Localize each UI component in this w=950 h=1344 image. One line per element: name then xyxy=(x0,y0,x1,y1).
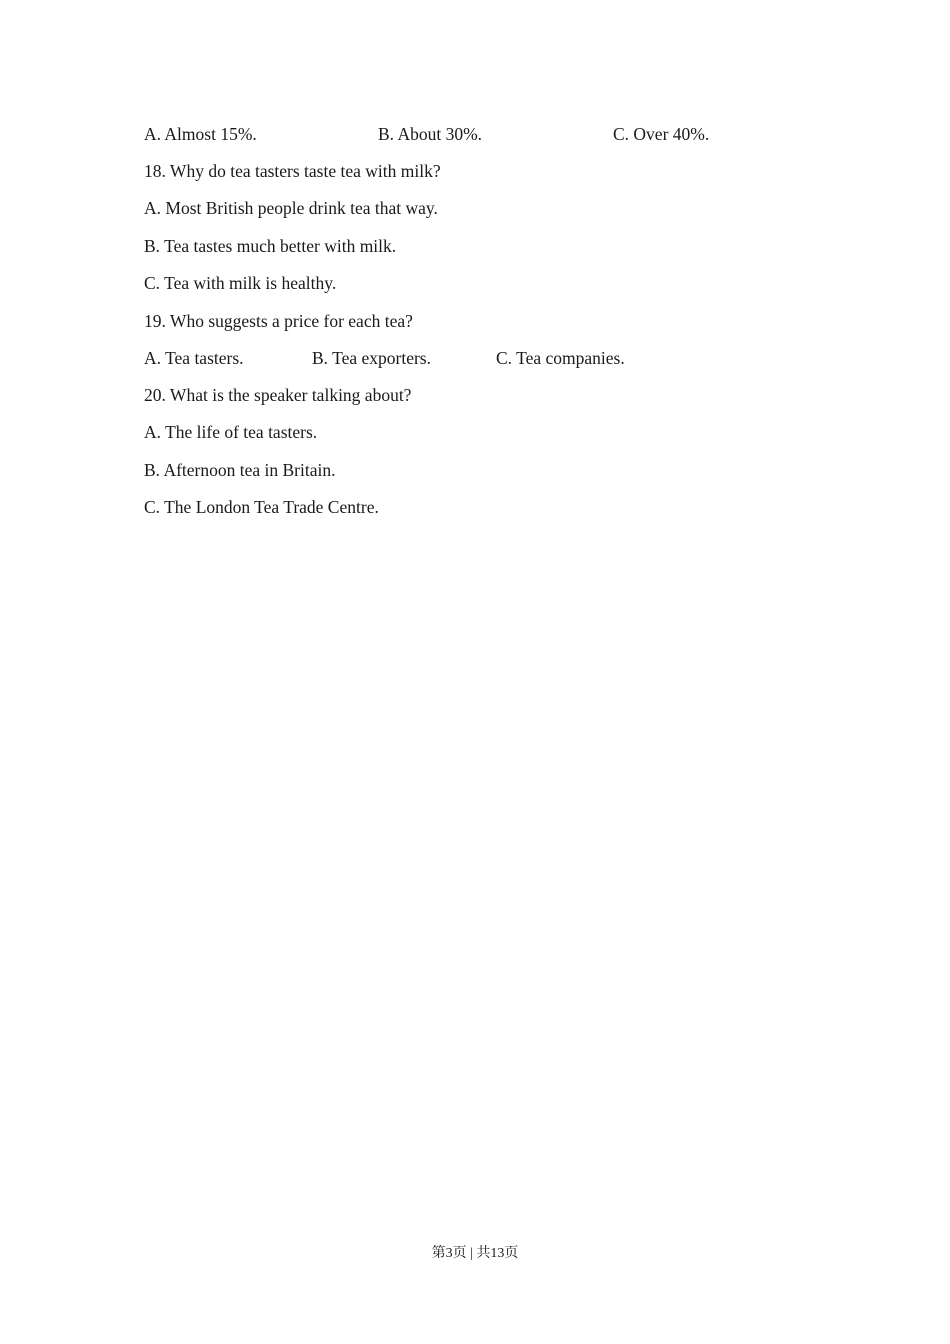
page-footer: 第3页 | 共13页 xyxy=(431,1246,519,1261)
q20-option-c: C. The London Tea Trade Centre. xyxy=(144,497,379,517)
q17-option-b: B. About 30%. xyxy=(378,124,483,144)
q20-option-b: B. Afternoon tea in Britain. xyxy=(144,460,336,480)
q18-option-b: B. Tea tastes much better with milk. xyxy=(144,236,397,256)
q18-option-a: A. Most British people drink tea that way. xyxy=(144,198,438,218)
q20-option-a: A. The life of tea tasters. xyxy=(144,422,318,442)
q18-option-c: C. Tea with milk is healthy. xyxy=(144,273,337,293)
q20-question: 20. What is the speaker talking about? xyxy=(144,385,412,405)
q19-option-b: B. Tea exporters. xyxy=(312,348,431,368)
q17-option-a: A. Almost 15%. xyxy=(144,124,257,144)
q18-question: 18. Why do tea tasters taste tea with milk? xyxy=(144,161,441,181)
q17-option-c: C. Over 40%. xyxy=(613,124,710,144)
q19-question: 19. Who suggests a price for each tea? xyxy=(144,311,413,331)
q19-option-c: C. Tea companies. xyxy=(496,348,625,368)
q19-option-a: A. Tea tasters. xyxy=(144,348,244,368)
